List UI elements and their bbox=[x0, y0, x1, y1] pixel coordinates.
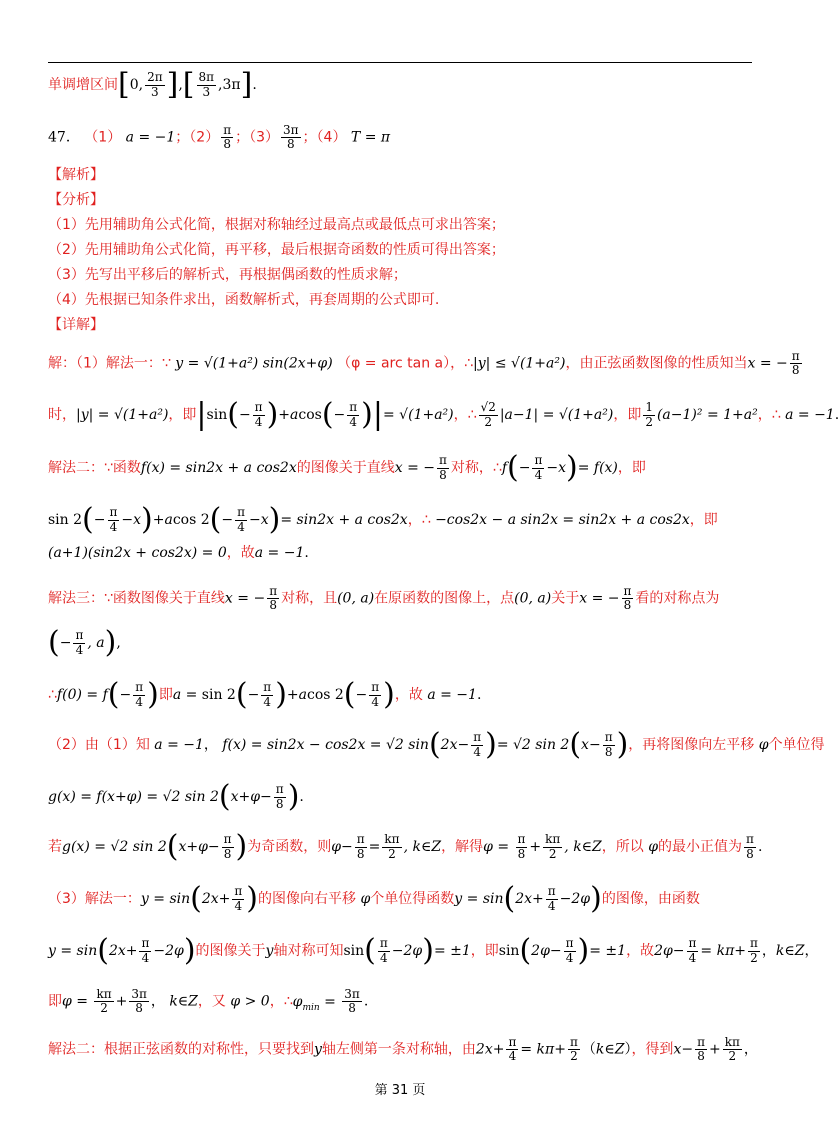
solution-3-method-1-result: 即φ = $\frac{k\pi}{2}$ + $\frac{3\pi}{8}$ ， k∈Z，又 φ > 0，$\therefore\varphi_{min}$ = $\frac{3\pi}{8}$ . bbox=[48, 987, 369, 1016]
solution-1-method-1: 解：（1）解法一：∵ y = √(1+a²) sin(2x+φ) （φ = arc tan a），∴|y| ≤ √(1+a²)，由正弦函数图像的性质知当x = − $\frac{\pi}{8}$ bbox=[48, 349, 800, 378]
solution-3-method-1: （3）解法一：y = sin(2x+ $\frac{\pi}{4}$ )的图像向右平移 φ个单位得函数y = sin(2x+ $\frac{\pi}{4}$ −2φ)的图像，由函数 bbox=[48, 881, 700, 916]
section-jiexi: 【解析】 bbox=[48, 167, 104, 183]
answer-47: 47． （1） a = −1；（2） $\frac{\pi}{8}$ ；（3） $\frac{3\pi}{8}$ ；（4） T = π bbox=[48, 123, 391, 152]
solution-1-method-2-result: (a+1)(sin2x + cos2x) = 0，故a = −1. bbox=[48, 545, 309, 561]
section-xiangjie: 【详解】 bbox=[48, 317, 104, 333]
solution-2: （2）由（1）知 a = −1， f(x) = sin2x − cos2x = √2 sin(2x− $\frac{\pi}{4}$ )= √2 sin 2(x− $\frac{\pi}{8}$ )，再将图像向左平移 φ个单位得 bbox=[48, 727, 825, 762]
analysis-2: （2）先用辅助角公式化简，再平移，最后根据奇函数的性质可得出答案； bbox=[48, 242, 505, 258]
solution-2-g: g(x) = f(x+φ) = √2 sin 2(x+φ− $\frac{\pi}{8}$ ). bbox=[48, 779, 304, 814]
solution-2-odd: 若g(x) = √2 sin 2(x+φ− $\frac{\pi}{8}$ )为奇函数，则φ− $\frac{\pi}{8}$ = $\frac{k\pi}{2}$ , k∈Z，解得φ = $\frac{\pi}{8}$ + $\frac{k\pi}{2}$ , k∈Z，所以 φ的最小正值为 $\frac{\pi}{8}$ . bbox=[48, 829, 763, 864]
solution-1-method-3: 解法三：∵函数图像关于直线x = − $\frac{\pi}{8}$ 对称，且(0, a)在原函数的图像上，点(0, a)关于x = − $\frac{\pi}{8}$ 看的对称点为 bbox=[48, 584, 720, 613]
analysis-4: （4）先根据已知条件求出，函数解析式，再套周期的公式即可. bbox=[48, 292, 440, 308]
header-rule bbox=[48, 62, 752, 63]
line-interval: 单调增区间[0, $\frac{2\pi}{3}$ ],[ $\frac{8\pi}{3}$ ,3π]. bbox=[48, 67, 257, 102]
analysis-1: （1）先用辅助角公式化简，根据对称轴经过最高点或最低点可求出答案； bbox=[48, 217, 505, 233]
solution-1-method-2-eq: sin 2(− $\frac{\pi}{4}$ −x)+acos 2(− $\frac{\pi}{4}$ −x)= sin2x + a cos2x，∴ −cos2x − a sin2x = sin2x + a cos2x，即 bbox=[48, 502, 718, 537]
page-number: 第 31 页 bbox=[374, 1083, 426, 1098]
solution-3-method-1-eq: y = sin(2x+ $\frac{\pi}{4}$ −2φ)的图像关于y轴对称可知sin( $\frac{\pi}{4}$ −2φ)= ±1，即sin(2φ− $\frac{\pi}{4}$ )= ±1，故2φ− $\frac{\pi}{4}$ = kπ+ $\frac{\pi}{2}$ ，k∈Z， bbox=[48, 933, 819, 968]
analysis-3: （3）先写出平移后的解析式，再根据偶函数的性质求解； bbox=[48, 267, 407, 283]
solution-1-method-3-eq: ∴f(0) = f(− $\frac{\pi}{4}$ )即a = sin 2(− $\frac{\pi}{4}$ )+acos 2(− $\frac{\pi}{4}$ )，故 a = −1. bbox=[48, 677, 482, 712]
solution-3-method-2: 解法二：根据正弦函数的对称性，只要找到y轴左侧第一条对称轴，由2x+ $\frac{\pi}{4}$ = kπ+ $\frac{\pi}{2}$ （k∈Z），得到x− $\frac{\pi}{8}$ + $\frac{k\pi}{2}$ ， bbox=[48, 1035, 758, 1064]
solution-1-cont: 时，|y| = √(1+a²)，即|sin(− $\frac{\pi}{4}$ )+acos(− $\frac{\pi}{4}$ )|= √(1+a²)，∴ $\frac{√2}{2}$ |a−1| = √(1+a²)，即 $\frac{1}{2}$ (a−1)² = 1+a²，∴ a = −1. bbox=[48, 397, 839, 432]
symmetric-point: (− $\frac{\pi}{4}$ , a), bbox=[48, 625, 121, 660]
solution-1-method-2: 解法二：∵函数f(x) = sin2x + a cos2x的图像关于直线x = − $\frac{\pi}{8}$ 对称，∴f(− $\frac{\pi}{4}$ −x)= f(x)，即 bbox=[48, 450, 646, 485]
section-fenxi: 【分析】 bbox=[48, 192, 104, 208]
